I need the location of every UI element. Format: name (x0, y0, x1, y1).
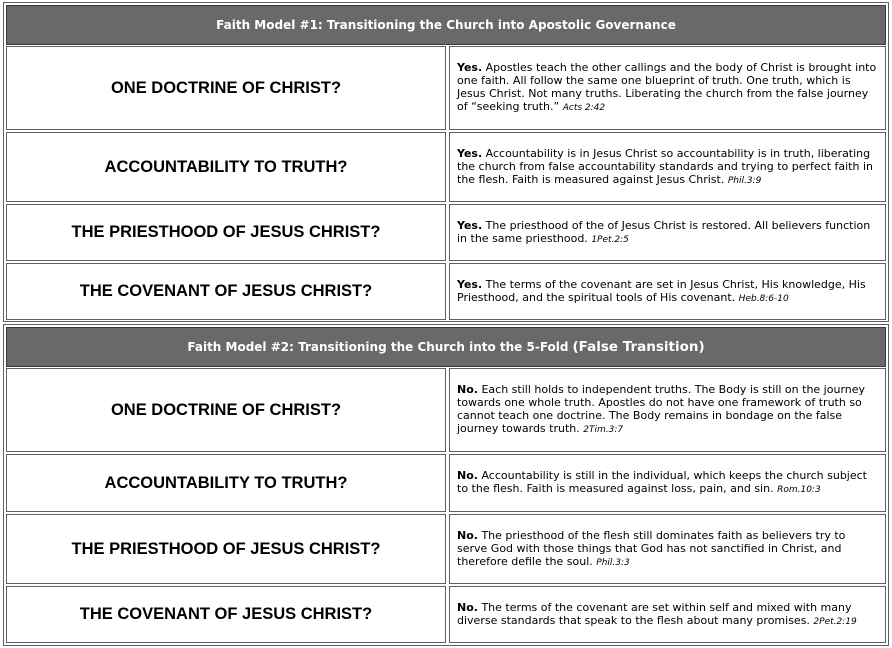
answer-cell (449, 46, 886, 130)
scripture-reference: Rom.10:3 (777, 485, 821, 495)
faith-model-2-title-suffix: (False Transition) (572, 339, 705, 355)
question-cell: ONE DOCTRINE OF CHRIST? (6, 46, 446, 130)
scripture-reference: Phil.3:3 (596, 557, 630, 568)
answer-lead: No. (457, 600, 478, 614)
answer-lead: Yes. (457, 146, 483, 160)
faith-model-1-header (6, 5, 886, 45)
question-cell: ONE DOCTRINE OF CHRIST? (6, 368, 446, 452)
scripture-reference: Acts 2:42 (562, 103, 606, 113)
answer-text: The priesthood of the of Jesus Christ is restored. All believers function in the same priesthood. (457, 218, 871, 245)
faith-model-1-table (3, 2, 889, 322)
answer-text: Accountability is still in the individual, which keeps the church subject to the flesh. Faith is measured against loss, pain, and sin. (457, 469, 867, 495)
scripture-reference: Phil.3:9 (727, 175, 762, 186)
answer-lead: No. (457, 469, 478, 482)
faith-model-1-title: Faith Model #1: Transitioning the Church into Apostolic Governance (216, 18, 676, 32)
question-cell: THE PRIESTHOOD OF JESUS CHRIST? (6, 514, 446, 584)
faith-model-2-header (6, 327, 886, 367)
scripture-reference: 2Tim.3:7 (583, 425, 624, 435)
answer-text: Apostles teach the other callings and the body of Christ is brought into one faith. All follow the same one blueprint of truth. One truth, which is Jesus Christ. Not many truths. Liberating the church from the false journey of “seeking truth.” (457, 61, 877, 113)
table-row (6, 368, 886, 452)
question-cell: THE COVENANT OF JESUS CHRIST? (6, 263, 446, 320)
answer-text: The terms of the covenant are set in Jesus Christ, His knowledge, His Priesthood, and the spiritual tools of His covenant. (457, 277, 866, 304)
answer-lead: Yes. (457, 277, 483, 291)
question-cell: THE COVENANT OF JESUS CHRIST? (6, 586, 446, 643)
question-cell: ACCOUNTABILITY TO TRUTH? (6, 454, 446, 512)
scripture-reference: 1Pet.2:5 (591, 234, 629, 245)
table-row (6, 514, 886, 584)
answer-cell (449, 368, 886, 452)
answer-cell (449, 586, 886, 643)
answer-cell (449, 132, 886, 202)
faith-model-2-title: Faith Model #2: Transitioning the Church into the 5-Fold (187, 340, 569, 354)
answer-cell (449, 263, 886, 320)
answer-cell (449, 204, 886, 261)
table-row (6, 46, 886, 130)
faith-model-2-table (3, 324, 889, 646)
question-cell: THE PRIESTHOOD OF JESUS CHRIST? (6, 204, 446, 261)
table-row (6, 454, 886, 512)
table-row (6, 586, 886, 643)
answer-cell (449, 514, 886, 584)
answer-cell (449, 454, 886, 512)
scripture-reference: Heb.8:6-10 (738, 293, 789, 304)
answer-lead: No. (457, 528, 478, 542)
answer-text: Accountability is in Jesus Christ so accountability is in truth, liberating the church from false accountability standards and trying to perfect faith in the flesh. Faith is measured against Jesus Christ. (457, 146, 873, 186)
answer-lead: Yes. (457, 218, 483, 232)
answer-text: The terms of the covenant are set within self and mixed with many diverse standards that speak to the flesh about many promises. (457, 600, 852, 627)
answer-lead: Yes. (457, 61, 483, 74)
table-row (6, 204, 886, 261)
table-row (6, 132, 886, 202)
question-cell: ACCOUNTABILITY TO TRUTH? (6, 132, 446, 202)
answer-lead: No. (457, 383, 478, 396)
answer-text: Each still holds to independent truths. The Body is still on the journey towards one whole truth. Apostles do not have one framework of truth so cannot teach one doctrine. The Body remains in bondage on the false journey towards truth. (457, 383, 866, 435)
table-row (6, 263, 886, 320)
scripture-reference: 2Pet.2:19 (813, 616, 857, 627)
answer-text: The priesthood of the flesh still dominates faith as believers try to serve God with those things that God has not sanctified in Christ, and therefore defile the soul. (457, 528, 846, 568)
